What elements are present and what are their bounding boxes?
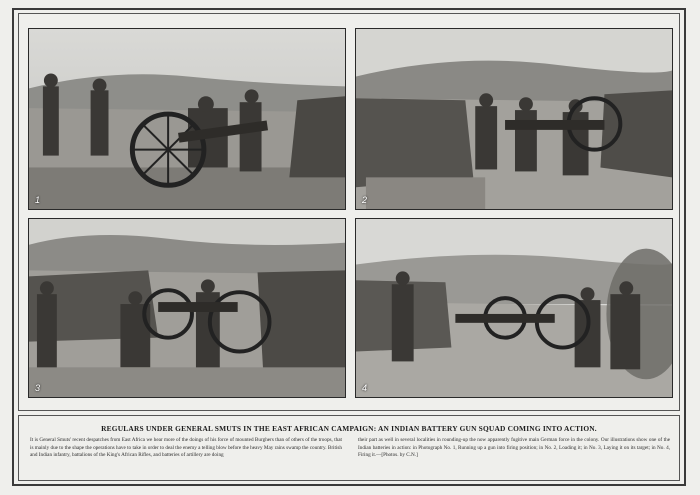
caption-column-2: their part as well in several localities in rounding-up the now apparently fugitive main German force in the colony. Our illustrations show one of the Indian batteries in action: in Photograph No. 1, Running up a gun into firing position; in No. 2, Loading it; in No. 3, Laying it on its target; in No. 4, Firing it.—[Photos. by C.N.]	[358, 437, 670, 459]
photo-3-image	[29, 219, 345, 397]
photo-3	[28, 218, 346, 398]
photo-4-image	[356, 219, 672, 397]
photo-2-image	[356, 29, 672, 209]
photo-number: 3	[35, 383, 41, 393]
photo-number: 4	[362, 383, 368, 393]
photo-1-image	[29, 29, 345, 209]
caption-headline: REGULARS UNDER GENERAL SMUTS IN THE EAST AFRICAN CAMPAIGN: AN INDIAN BATTERY GUN SQUAD COMING INTO ACTION.	[101, 424, 597, 433]
photo-number: 1	[35, 195, 41, 205]
photo-4	[355, 218, 673, 398]
photo-number: 2	[362, 195, 368, 205]
photo-2	[355, 28, 673, 210]
caption-body	[30, 437, 670, 477]
photo-1	[28, 28, 346, 210]
caption-column-1: It is General Smuts' recent despatches from East Africa we hear more of the doings of his force of mounted Burghers than of others of the troops, that is mainly due to the shape the operations have to take in order to deal the enemy a telling blow before the heavy May rains swamp the country. British and Indian infantry, battalions of the King's African Rifles, and batteries of artillery are doing	[30, 437, 342, 459]
